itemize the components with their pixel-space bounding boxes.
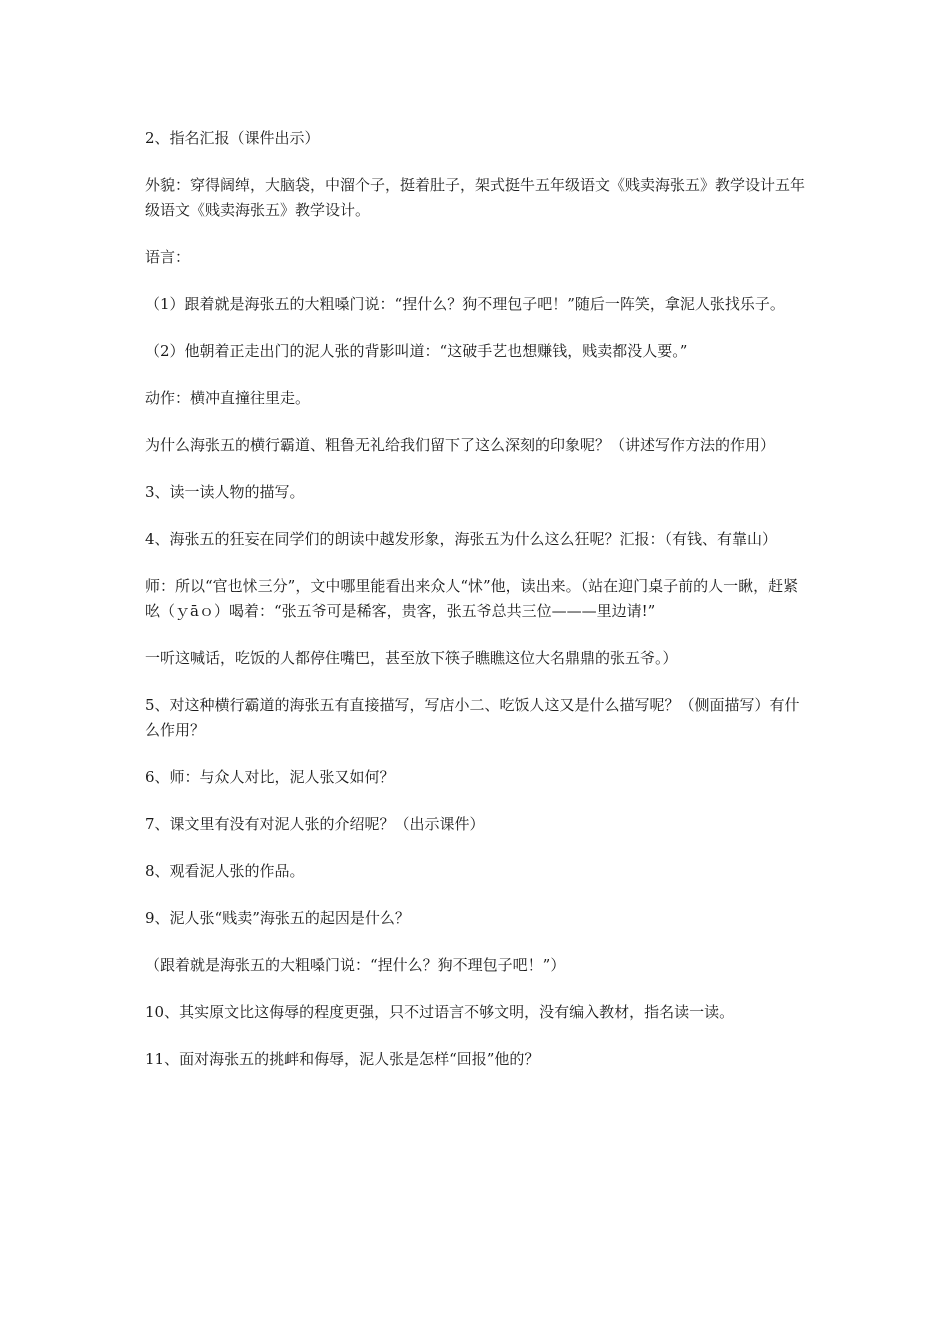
paragraph-diners-reaction: 一听这喊话，吃饭的人都停住嘴巴，甚至放下筷子瞧瞧这位大名鼎鼎的张五爷。） — [145, 649, 678, 667]
paragraph-appearance: 外貌：穿得阔绰，大脑袋，中溜个子，挺着肚子，架式挺牛五年级语文《贱卖海张五》教学设计五年级语文《贱卖海张五》教学设计。 — [145, 176, 806, 219]
paragraph-step-3: 3、读一读人物的描写。 — [145, 483, 305, 501]
paragraph-step-4: 4、海张五的狂妄在同学们的朗读中越发形象，海张五为什么这么狂呢？汇报：（有钱、有靠山） — [145, 530, 778, 548]
paragraph-language-quote-2: （2）他朝着正走出门的泥人张的背影叫道：“这破手艺也想赚钱，贱卖都没人要。” — [145, 342, 688, 360]
paragraph-step-9-quote: （跟着就是海张五的大粗嗓门说：“捏什么？狗不理包子吧！”） — [145, 956, 566, 974]
paragraph-action: 动作：横冲直撞往里走。 — [145, 389, 311, 407]
paragraph-language-label: 语言： — [145, 248, 191, 266]
paragraph-question-impression: 为什么海张五的横行霸道、粗鲁无礼给我们留下了这么深刻的印象呢？（讲述写作方法的作用） — [145, 436, 776, 454]
paragraph-language-quote-1: （1）跟着就是海张五的大粗嗓门说：“捏什么？狗不理包子吧！”随后一阵笑，拿泥人张找乐子。 — [145, 295, 785, 313]
paragraph-step-9: 9、泥人张“贱卖”海张五的起因是什么？ — [145, 909, 410, 927]
paragraph-step-5: 5、对这种横行霸道的海张五有直接描写，写店小二、吃饭人这又是什么描写呢？（侧面描写）有什么作用？ — [145, 696, 800, 739]
paragraph-report-heading: 2、指名汇报（课件出示） — [145, 129, 320, 147]
paragraph-step-8: 8、观看泥人张的作品。 — [145, 862, 305, 880]
paragraph-teacher-note: 师：所以“官也怵三分”，文中哪里能看出来众人“怵”他，读出来。（站在迎门桌子前的人一瞅，赶紧吆（ｙāｏ）喝着：“张五爷可是稀客，贵客，张五爷总共三位———里边请!” — [145, 577, 799, 620]
paragraph-step-7: 7、课文里有没有对泥人张的介绍呢？（出示课件） — [145, 815, 485, 833]
document-body — [145, 126, 810, 1094]
paragraph-step-10: 10、其实原文比这侮辱的程度更强，只不过语言不够文明，没有编入教材，指名读一读。 — [145, 1003, 735, 1021]
paragraph-step-11: 11、面对海张五的挑衅和侮辱，泥人张是怎样“回报”他的？ — [145, 1050, 540, 1068]
paragraph-step-6: 6、师：与众人对比，泥人张又如何？ — [145, 768, 395, 786]
